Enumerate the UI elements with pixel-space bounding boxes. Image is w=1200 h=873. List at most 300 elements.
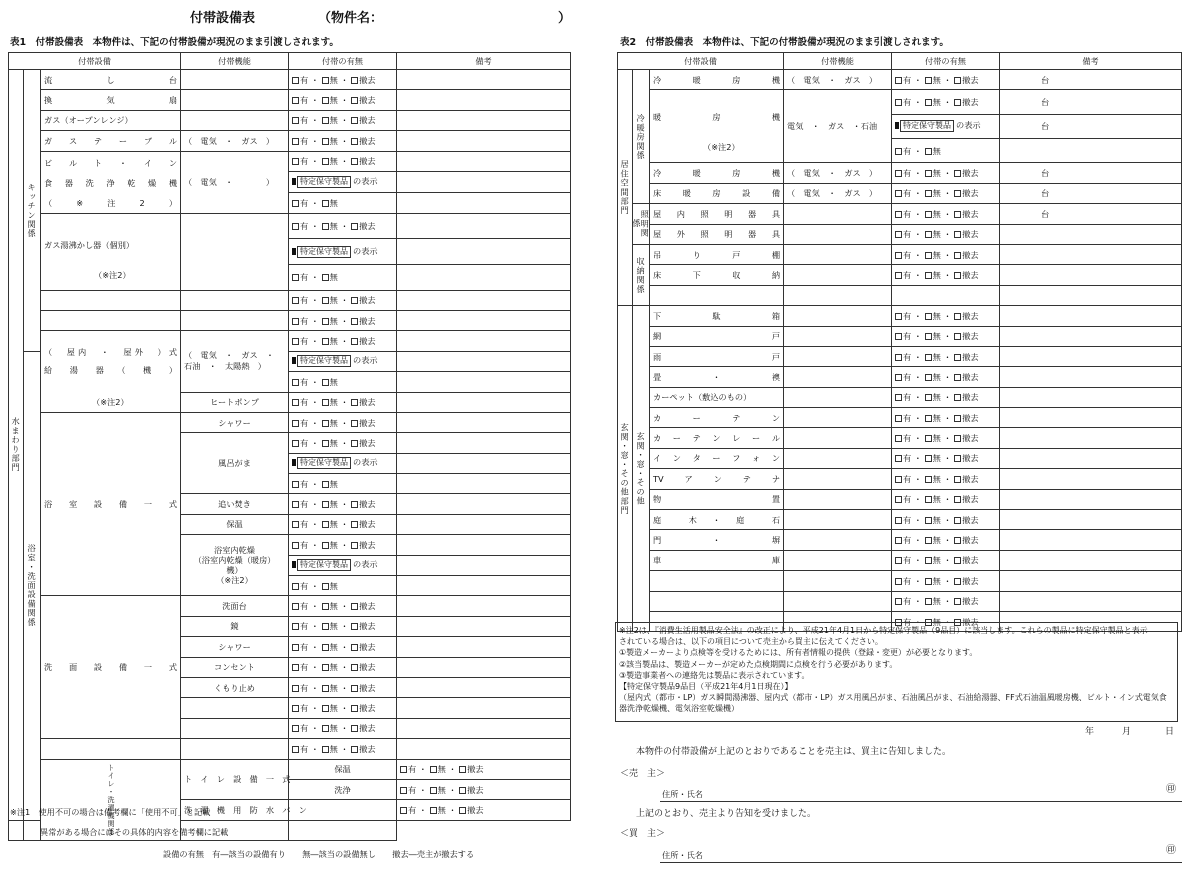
checkbox[interactable] xyxy=(292,440,299,447)
presence-options: 有 ・ 無 xyxy=(289,474,397,494)
remarks-cell[interactable] xyxy=(289,820,397,840)
checkbox[interactable] xyxy=(322,664,329,671)
fn-shower: シャワー xyxy=(181,412,289,432)
remarks-cell[interactable] xyxy=(397,239,571,265)
seller-address-label: 住所・氏名 xyxy=(662,789,703,799)
checkbox[interactable] xyxy=(925,455,932,462)
item-shed: 物 置 xyxy=(650,489,784,509)
item-shoe: 下 駄 箱 xyxy=(650,306,784,326)
checkbox[interactable] xyxy=(322,158,329,165)
category-living: 居住空間部門 xyxy=(618,70,633,306)
remarks-cell[interactable] xyxy=(397,172,571,193)
checkbox[interactable] xyxy=(400,807,407,814)
checkbox[interactable] xyxy=(322,746,329,753)
special-maintenance-badge: 特定保守製品 xyxy=(900,120,954,132)
checkbox[interactable] xyxy=(322,223,329,230)
checkbox[interactable] xyxy=(895,333,902,340)
checkbox[interactable] xyxy=(895,455,902,462)
remarks-cell[interactable] xyxy=(397,351,571,371)
checkbox[interactable] xyxy=(351,399,358,406)
checkbox[interactable] xyxy=(895,517,902,524)
checkbox[interactable] xyxy=(322,725,329,732)
remarks-cell[interactable] xyxy=(1000,346,1182,366)
marker-icon xyxy=(292,178,296,185)
checkbox[interactable] xyxy=(351,223,358,230)
checkbox[interactable] xyxy=(459,807,466,814)
remarks-cell[interactable] xyxy=(397,616,571,636)
checkbox[interactable] xyxy=(954,252,961,259)
remarks-cell[interactable] xyxy=(397,718,571,738)
checkbox[interactable] xyxy=(954,557,961,564)
fn-toilet-wash: 洗浄 xyxy=(289,779,397,799)
checkbox[interactable] xyxy=(292,138,299,145)
remarks-cell[interactable] xyxy=(1000,571,1182,591)
checkbox[interactable] xyxy=(925,394,932,401)
checkbox[interactable] xyxy=(954,415,961,422)
table-cell xyxy=(784,387,892,407)
checkbox[interactable] xyxy=(925,557,932,564)
table-cell xyxy=(784,306,892,326)
checkbox[interactable] xyxy=(895,272,902,279)
remarks-cell[interactable] xyxy=(397,290,571,310)
remarks-cell[interactable] xyxy=(1000,469,1182,489)
checkbox[interactable] xyxy=(322,481,329,488)
checkbox[interactable] xyxy=(322,685,329,692)
checkbox[interactable] xyxy=(292,725,299,732)
item-gate: 門 ・ 塀 xyxy=(650,530,784,550)
checkbox[interactable] xyxy=(292,399,299,406)
remarks-cell[interactable] xyxy=(1000,139,1182,163)
checkbox[interactable] xyxy=(292,746,299,753)
remarks-cell[interactable] xyxy=(397,264,571,290)
remarks-cell[interactable] xyxy=(397,596,571,616)
header-function: 付帯機能 xyxy=(784,53,892,70)
checkbox[interactable] xyxy=(925,476,932,483)
header-function: 付帯機能 xyxy=(181,53,289,70)
checkbox[interactable] xyxy=(895,496,902,503)
checkbox[interactable] xyxy=(292,521,299,528)
checkbox[interactable] xyxy=(351,603,358,610)
item-indoor-light: 屋 内 照 明 器 具 xyxy=(650,204,784,224)
checkbox[interactable] xyxy=(351,644,358,651)
special-maintenance-badge: 特定保守製品 xyxy=(297,457,351,469)
checkbox[interactable] xyxy=(954,77,961,84)
checkbox[interactable] xyxy=(322,318,329,325)
fn-gas-table: （ 電気 ・ ガス ） xyxy=(181,131,289,151)
checkbox[interactable] xyxy=(351,705,358,712)
fn-water-heater: （ 電気 ・ ガス ・ 石油 ・ 太陽熱 ） xyxy=(181,331,289,392)
checkbox[interactable] xyxy=(400,787,407,794)
table-cell xyxy=(650,571,784,591)
table-cell xyxy=(784,448,892,468)
checkbox[interactable] xyxy=(351,338,358,345)
checkbox[interactable] xyxy=(292,644,299,651)
checkbox[interactable] xyxy=(292,117,299,124)
checkbox[interactable] xyxy=(322,440,329,447)
checkbox[interactable] xyxy=(351,138,358,145)
checkbox[interactable] xyxy=(322,297,329,304)
checkbox[interactable] xyxy=(895,148,902,155)
checkbox[interactable] xyxy=(925,333,932,340)
checkbox[interactable] xyxy=(430,807,437,814)
category-other: 玄関・窓・その他部門 xyxy=(618,306,633,632)
checkbox[interactable] xyxy=(895,394,902,401)
remarks-cell[interactable] xyxy=(1000,428,1182,448)
checkbox[interactable] xyxy=(351,521,358,528)
checkbox[interactable] xyxy=(925,231,932,238)
checkbox[interactable] xyxy=(292,664,299,671)
remarks-cell[interactable] xyxy=(397,677,571,697)
presence-options: 有 ・ 無 ・ 撤去 xyxy=(289,331,397,351)
checkbox[interactable] xyxy=(925,435,932,442)
presence-options: 有 ・ 無 ・ 撤去 xyxy=(892,204,1000,224)
remarks-cell[interactable] xyxy=(397,555,571,575)
checkbox[interactable] xyxy=(430,787,437,794)
checkbox[interactable] xyxy=(292,705,299,712)
checkbox[interactable] xyxy=(322,138,329,145)
checkbox[interactable] xyxy=(459,787,466,794)
checkbox[interactable] xyxy=(292,223,299,230)
presence-options: 有 ・ 無 ・ 撤去 xyxy=(289,637,397,657)
checkbox[interactable] xyxy=(925,537,932,544)
checkbox[interactable] xyxy=(351,725,358,732)
remarks-cell[interactable] xyxy=(1000,591,1182,611)
checkbox[interactable] xyxy=(954,476,961,483)
checkbox[interactable] xyxy=(895,190,902,197)
seller-signature-line[interactable] xyxy=(660,801,1182,802)
checkbox[interactable] xyxy=(925,496,932,503)
presence-options: 有 ・ 無 ・ 撤去 xyxy=(892,244,1000,264)
item-cooler2: 冷 暖 房 機 xyxy=(650,163,784,183)
checkbox[interactable] xyxy=(322,542,329,549)
header-remarks: 備考 xyxy=(1000,53,1182,70)
remarks-cell[interactable] xyxy=(1000,387,1182,407)
checkbox[interactable] xyxy=(895,578,902,585)
checkbox[interactable] xyxy=(351,501,358,508)
checkbox[interactable] xyxy=(895,313,902,320)
checkbox[interactable] xyxy=(895,211,902,218)
checkbox[interactable] xyxy=(292,583,299,590)
remarks-cell[interactable] xyxy=(397,392,571,412)
checkbox[interactable] xyxy=(954,537,961,544)
checkbox[interactable] xyxy=(351,318,358,325)
checkbox[interactable] xyxy=(351,77,358,84)
fn-bath-boiler: 風呂がま xyxy=(181,433,289,494)
checkbox[interactable] xyxy=(925,211,932,218)
checkbox[interactable] xyxy=(895,415,902,422)
remarks-cell[interactable] xyxy=(1000,510,1182,530)
checkbox[interactable] xyxy=(925,252,932,259)
special-maintenance-note: ※注2は、『消費生活用製品安全法』の改正により、平成21年4月1日から特定保守製品（9品目）に該当します。これらの製品に特定保守製品と表示 されている場合は、以下の項目について売主から買主に伝えてください。 ①製造メーカーより点検等を受けるためには、所有者情報の提供（登録・変更）が必要となります。 ②該当製品は、製造メーカーが定めた点検期間に点検を行う必要があります。 ③製造事業者への連絡先は製品に表示されています。 【特定保守製品9品目（平成21年4月1日現在）】 （屋内式（都市・LP）ガス瞬間湯沸器、屋内式（都市・LP）ガス用風呂がま、石油風呂がま、石油給湯器、FF式石油温風暖房機、ビルト・イン式電気食 器洗浄乾燥機、電気浴室乾燥機） xyxy=(615,622,1178,722)
checkbox[interactable] xyxy=(292,623,299,630)
checkbox[interactable] xyxy=(925,190,932,197)
remarks-cell[interactable] xyxy=(397,151,571,172)
item-garden: 庭 木 ・ 庭 石 xyxy=(650,510,784,530)
remarks-cell[interactable] xyxy=(397,657,571,677)
checkbox[interactable] xyxy=(895,252,902,259)
remarks-cell[interactable]: 台 xyxy=(1000,114,1182,138)
checkbox[interactable] xyxy=(459,766,466,773)
item-heater: 暖 房 機 （※注2） xyxy=(650,90,784,163)
checkbox[interactable] xyxy=(292,481,299,488)
remarks-cell[interactable] xyxy=(1000,265,1182,285)
checkbox[interactable] xyxy=(292,158,299,165)
remarks-cell[interactable] xyxy=(397,739,571,759)
checkbox[interactable] xyxy=(925,170,932,177)
checkbox[interactable] xyxy=(954,333,961,340)
remarks-cell[interactable] xyxy=(397,514,571,534)
checkbox[interactable] xyxy=(322,399,329,406)
category-storage: 収納関係 xyxy=(633,244,650,305)
checkbox[interactable] xyxy=(954,435,961,442)
remarks-cell[interactable] xyxy=(397,453,571,473)
remarks-cell[interactable] xyxy=(397,412,571,432)
remarks-cell[interactable]: 台 xyxy=(1000,163,1182,183)
buyer-signature-line[interactable] xyxy=(660,862,1182,863)
item-dishwasher: ビ ル ト ・ イ ン 食 器 洗 浄 乾 燥 機 （ ※ 注 2 ） xyxy=(41,151,181,213)
fn-bath-dryer: 浴室内乾燥 （浴室内乾燥（暖房） 機） （※注2） xyxy=(181,535,289,596)
remarks-cell[interactable] xyxy=(397,433,571,453)
checkbox[interactable] xyxy=(954,99,961,106)
presence-options: 有 ・ 無 ・ 撤去 xyxy=(892,346,1000,366)
checkbox[interactable] xyxy=(322,501,329,508)
remarks-cell[interactable] xyxy=(397,110,571,130)
remarks-cell[interactable] xyxy=(1000,550,1182,570)
remarks-cell[interactable] xyxy=(397,192,571,213)
remarks-cell[interactable] xyxy=(1000,408,1182,428)
table1-equipment xyxy=(8,52,571,841)
table2-caption: 表2 付帯設備表 本物件は、下記の付帯設備が現況のまま引渡しされます。 xyxy=(620,37,949,48)
checkbox[interactable] xyxy=(322,97,329,104)
presence-options: 有 ・ 無 ・ 撤去 xyxy=(289,718,397,738)
checkbox[interactable] xyxy=(895,99,902,106)
checkbox[interactable] xyxy=(954,231,961,238)
remarks-cell[interactable] xyxy=(397,70,571,90)
checkbox[interactable] xyxy=(322,521,329,528)
fn-toilet-warm: 保温 xyxy=(289,759,397,779)
category-light: 照明関係 xyxy=(633,204,650,245)
checkbox[interactable] xyxy=(895,77,902,84)
checkbox[interactable] xyxy=(292,542,299,549)
checkbox[interactable] xyxy=(322,200,329,207)
remarks-cell[interactable] xyxy=(397,698,571,718)
checkbox[interactable] xyxy=(925,272,932,279)
checkbox[interactable] xyxy=(430,766,437,773)
remarks-cell[interactable]: 台 xyxy=(1000,204,1182,224)
remarks-cell[interactable] xyxy=(1000,306,1182,326)
checkbox[interactable] xyxy=(322,644,329,651)
checkbox[interactable] xyxy=(292,77,299,84)
checkbox[interactable] xyxy=(292,420,299,427)
presence-options: 有 ・ 無 ・ 撤去 xyxy=(289,535,397,555)
item-carpet: カーペット（敷込のもの） xyxy=(650,387,784,407)
table-cell xyxy=(784,571,892,591)
checkbox[interactable] xyxy=(925,313,932,320)
checkbox[interactable] xyxy=(351,664,358,671)
checkbox[interactable] xyxy=(954,211,961,218)
presence-options: 有 ・ 無 xyxy=(289,192,397,213)
presence-options: 有 ・ 無 ・ 撤去 xyxy=(289,290,397,310)
remarks-cell[interactable]: 台 xyxy=(1000,90,1182,114)
checkbox[interactable] xyxy=(925,354,932,361)
item-vent: 換 気 扇 xyxy=(41,90,181,110)
checkbox[interactable] xyxy=(292,603,299,610)
checkbox[interactable] xyxy=(954,394,961,401)
checkbox[interactable] xyxy=(895,598,902,605)
checkbox[interactable] xyxy=(351,97,358,104)
fn-cooler2: （ 電気 ・ ガス ） xyxy=(784,163,892,183)
checkbox[interactable] xyxy=(322,603,329,610)
checkbox[interactable] xyxy=(292,379,299,386)
special-maintenance-badge: 特定保守製品 xyxy=(297,559,351,571)
checkbox[interactable] xyxy=(895,537,902,544)
checkbox[interactable] xyxy=(292,297,299,304)
table-cell xyxy=(784,428,892,448)
checkbox[interactable] xyxy=(351,117,358,124)
checkbox[interactable] xyxy=(925,374,932,381)
checkbox[interactable] xyxy=(954,313,961,320)
remarks-cell[interactable] xyxy=(1000,285,1182,305)
checkbox[interactable] xyxy=(292,338,299,345)
checkbox[interactable] xyxy=(351,440,358,447)
checkbox[interactable] xyxy=(925,77,932,84)
checkbox[interactable] xyxy=(895,170,902,177)
buyer-address-label: 住所・氏名 xyxy=(662,850,703,860)
checkbox[interactable] xyxy=(954,598,961,605)
date-year: 年 xyxy=(1085,727,1095,737)
checkbox[interactable] xyxy=(322,583,329,590)
checkbox[interactable] xyxy=(322,623,329,630)
fn-cooler: （ 電気 ・ ガス ） xyxy=(784,70,892,90)
checkbox[interactable] xyxy=(925,598,932,605)
header-equipment: 付帯設備 xyxy=(9,53,181,70)
presence-options: 有 ・ 無 ・ 撤去 xyxy=(892,326,1000,346)
presence-options: 有 ・ 無 ・ 撤去 xyxy=(397,800,571,820)
item-gas-table: ガ ス テ ー ブ ル xyxy=(41,131,181,151)
item-tatami: 畳 ・ 襖 xyxy=(650,367,784,387)
checkbox[interactable] xyxy=(292,97,299,104)
checkbox[interactable] xyxy=(954,578,961,585)
remarks-cell[interactable] xyxy=(1000,489,1182,509)
checkbox[interactable] xyxy=(322,117,329,124)
item-cooler: 冷 暖 房 機 xyxy=(650,70,784,90)
remarks-cell[interactable] xyxy=(1000,326,1182,346)
remarks-cell[interactable] xyxy=(1000,244,1182,264)
remarks-cell[interactable] xyxy=(1000,448,1182,468)
checkbox[interactable] xyxy=(400,766,407,773)
remarks-cell[interactable]: 台 xyxy=(1000,70,1182,90)
checkbox[interactable] xyxy=(322,705,329,712)
category-bath: 浴室・洗面設備関係 xyxy=(24,351,41,820)
checkbox[interactable] xyxy=(895,435,902,442)
item-screen: 網 戸 xyxy=(650,326,784,346)
remarks-cell[interactable] xyxy=(397,494,571,514)
remarks-cell[interactable]: 台 xyxy=(1000,183,1182,203)
checkbox[interactable] xyxy=(895,354,902,361)
checkbox[interactable] xyxy=(925,517,932,524)
checkbox[interactable] xyxy=(895,374,902,381)
remarks-cell[interactable] xyxy=(397,331,571,351)
buyer-notice: 上記のとおり、売主より告知を受けました。 xyxy=(636,809,817,819)
checkbox[interactable] xyxy=(925,148,932,155)
special-maintenance-display: 特定保守製品 の表示 xyxy=(892,114,1000,138)
marker-icon xyxy=(292,357,296,364)
checkbox[interactable] xyxy=(895,557,902,564)
checkbox[interactable] xyxy=(322,338,329,345)
presence-options: 有 ・ 無 ・ 撤去 xyxy=(289,412,397,432)
checkbox[interactable] xyxy=(351,685,358,692)
checkbox[interactable] xyxy=(895,231,902,238)
table-cell xyxy=(181,110,289,130)
checkbox[interactable] xyxy=(322,77,329,84)
checkbox[interactable] xyxy=(351,542,358,549)
remarks-cell[interactable] xyxy=(397,535,571,555)
checkbox[interactable] xyxy=(954,354,961,361)
item-gas-range: ガス（オープンレンジ） xyxy=(41,110,181,130)
checkbox[interactable] xyxy=(322,274,329,281)
checkbox[interactable] xyxy=(292,501,299,508)
marker-icon xyxy=(292,459,296,466)
item-underfloor: 床 下 収 納 xyxy=(650,265,784,285)
checkbox[interactable] xyxy=(351,746,358,753)
remarks-cell[interactable] xyxy=(397,131,571,151)
checkbox[interactable] xyxy=(925,99,932,106)
remarks-cell[interactable] xyxy=(397,310,571,330)
remarks-cell[interactable] xyxy=(1000,530,1182,550)
remarks-cell[interactable] xyxy=(1000,367,1182,387)
checkbox[interactable] xyxy=(925,415,932,422)
checkbox[interactable] xyxy=(351,297,358,304)
table-cell xyxy=(9,820,24,840)
checkbox[interactable] xyxy=(292,274,299,281)
checkbox[interactable] xyxy=(322,379,329,386)
checkbox[interactable] xyxy=(954,455,961,462)
checkbox[interactable] xyxy=(292,685,299,692)
remarks-cell[interactable] xyxy=(397,90,571,110)
presence-options: 有 ・ 無 ・ 撤去 xyxy=(289,392,397,412)
checkbox[interactable] xyxy=(954,374,961,381)
remarks-cell[interactable] xyxy=(1000,224,1182,244)
presence-options: 有 ・ 無 ・ 撤去 xyxy=(892,469,1000,489)
checkbox[interactable] xyxy=(954,496,961,503)
presence-options: 有 ・ 無 ・ 撤去 xyxy=(892,367,1000,387)
checkbox[interactable] xyxy=(954,517,961,524)
special-maintenance-badge: 特定保守製品 xyxy=(297,246,351,258)
checkbox[interactable] xyxy=(292,200,299,207)
remarks-cell[interactable] xyxy=(397,372,571,392)
checkbox[interactable] xyxy=(954,272,961,279)
remarks-cell[interactable] xyxy=(397,637,571,657)
checkbox[interactable] xyxy=(954,190,961,197)
remarks-cell[interactable] xyxy=(397,576,571,596)
fn-outlet: コンセント xyxy=(181,657,289,677)
item-toilet-set: ト イ レ 設 備 一 式 xyxy=(181,759,289,800)
presence-options: 有 ・ 無 ・ 撤去 xyxy=(892,448,1000,468)
header-presence: 付帯の有無 xyxy=(289,53,397,70)
presence-options: 有 ・ 無 ・ 撤去 xyxy=(892,306,1000,326)
checkbox[interactable] xyxy=(292,318,299,325)
presence-options: 有 ・ 無 ・ 撤去 xyxy=(289,739,397,759)
remarks-cell[interactable] xyxy=(397,213,571,239)
checkbox[interactable] xyxy=(954,170,961,177)
remarks-cell[interactable] xyxy=(397,474,571,494)
checkbox[interactable] xyxy=(925,578,932,585)
checkbox[interactable] xyxy=(351,420,358,427)
checkbox[interactable] xyxy=(351,158,358,165)
checkbox[interactable] xyxy=(322,420,329,427)
checkbox[interactable] xyxy=(351,623,358,630)
checkbox[interactable] xyxy=(895,476,902,483)
